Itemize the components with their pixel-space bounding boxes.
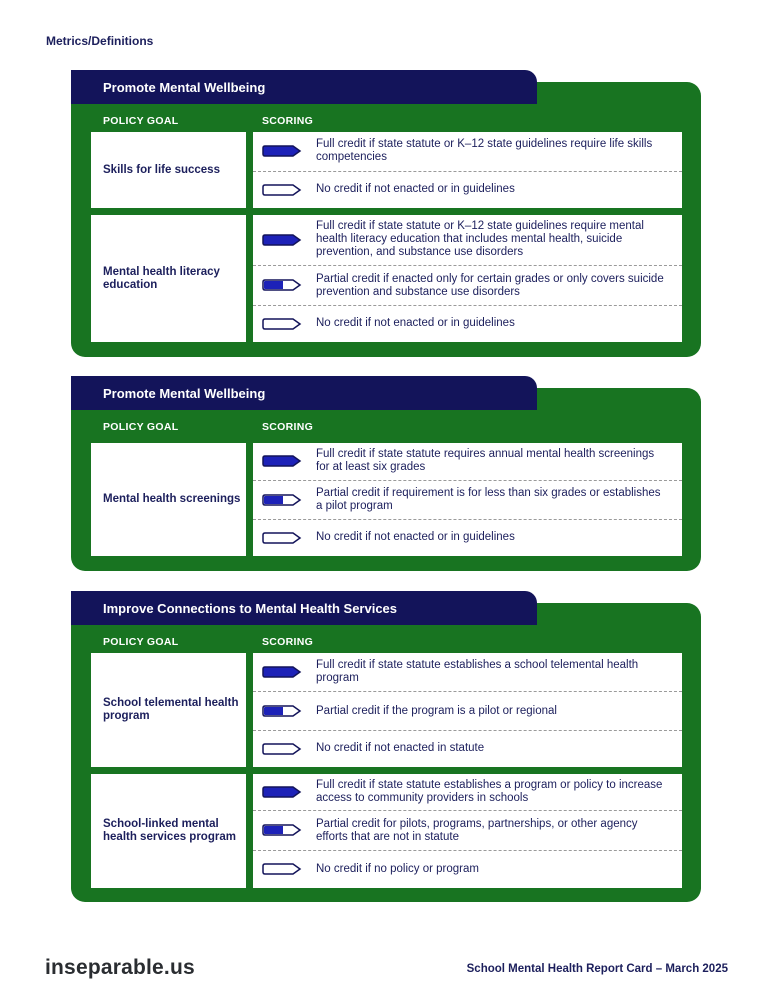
policy-goal-header: POLICY GOAL — [103, 421, 179, 433]
scoring-row — [253, 692, 682, 731]
scoring-text: Full credit if state statute or K–12 state guidelines require mental health literacy education that includes mental health, suicide prevention, and substance use disorders — [316, 220, 644, 258]
section-title: Promote Mental Wellbeing — [71, 70, 537, 104]
policy-goal-header: POLICY GOAL — [103, 636, 179, 648]
scoring-row — [253, 266, 682, 306]
section-card — [71, 70, 701, 357]
scoring-cell — [253, 443, 682, 556]
scoring-text: Partial credit if enacted only for certain grades or only covers suicide prevention and substance use disorders — [316, 273, 664, 298]
scoring-cell — [253, 215, 682, 342]
scoring-text: Partial credit if requirement is for less than six grades or establishes a pilot program — [316, 487, 661, 512]
no-credit-pill-icon — [262, 532, 302, 544]
site-logo: inseparable.us — [45, 956, 195, 979]
partial-credit-pill-icon — [262, 279, 302, 291]
scoring-text: Full credit if state statute establishes a program or policy to increase access to community providers in schools — [316, 779, 663, 804]
section-card — [71, 591, 701, 902]
scoring-text: No credit if not enacted or in guidelines — [316, 531, 515, 543]
scoring-header: SCORING — [262, 636, 314, 648]
no-credit-pill-icon — [262, 184, 302, 196]
scoring-text: No credit if not enacted or in guidelines — [316, 317, 515, 329]
scoring-text: Full credit if state statute establishes a school telemental health program — [316, 659, 639, 684]
no-credit-pill-icon — [262, 318, 302, 330]
scoring-row — [253, 774, 682, 811]
full-credit-pill-icon — [262, 786, 302, 798]
section-title: Promote Mental Wellbeing — [71, 376, 537, 410]
partial-credit-pill-icon — [262, 494, 302, 506]
scoring-row — [253, 520, 682, 556]
scoring-text: Partial credit for pilots, programs, partnerships, or other agency efforts that are not in statute — [316, 818, 638, 843]
scoring-text: No credit if no policy or program — [316, 863, 479, 875]
scoring-header: SCORING — [262, 115, 314, 127]
scoring-cell — [253, 774, 682, 888]
scoring-row — [253, 132, 682, 172]
footer-report-title: School Mental Health Report Card – March 2025 — [466, 963, 728, 975]
scoring-row — [253, 443, 682, 481]
policy-goal-cell: Mental health literacy education — [91, 215, 246, 342]
policy-goal-cell: Skills for life success — [91, 132, 246, 208]
full-credit-pill-icon — [262, 234, 302, 246]
scoring-cell — [253, 132, 682, 208]
scoring-row — [253, 306, 682, 342]
no-credit-pill-icon — [262, 743, 302, 755]
page-heading: Metrics/Definitions — [46, 34, 154, 48]
policy-goal-cell: School telemental health program — [91, 653, 246, 767]
scoring-row — [253, 215, 682, 266]
scoring-row — [253, 811, 682, 851]
scoring-text: Partial credit if the program is a pilot or regional — [316, 705, 557, 717]
policy-goal-cell: School-linked mental health services program — [91, 774, 246, 888]
section-card — [71, 376, 701, 571]
full-credit-pill-icon — [262, 145, 302, 157]
scoring-row — [253, 481, 682, 520]
partial-credit-pill-icon — [262, 705, 302, 717]
policy-goal-cell: Mental health screenings — [91, 443, 246, 556]
section-title: Improve Connections to Mental Health Services — [71, 591, 537, 625]
scoring-row — [253, 851, 682, 888]
scoring-text: No credit if not enacted or in guidelines — [316, 183, 515, 195]
scoring-cell — [253, 653, 682, 767]
scoring-text: No credit if not enacted in statute — [316, 742, 485, 754]
scoring-row — [253, 731, 682, 767]
policy-goal-header: POLICY GOAL — [103, 115, 179, 127]
no-credit-pill-icon — [262, 863, 302, 875]
scoring-row — [253, 653, 682, 692]
scoring-text: Full credit if state statute or K–12 state guidelines require life skills competencies — [316, 138, 653, 163]
full-credit-pill-icon — [262, 666, 302, 678]
scoring-text: Full credit if state statute requires annual mental health screenings for at least six grades — [316, 448, 655, 473]
partial-credit-pill-icon — [262, 824, 302, 836]
scoring-row — [253, 172, 682, 208]
full-credit-pill-icon — [262, 455, 302, 467]
scoring-header: SCORING — [262, 421, 314, 433]
